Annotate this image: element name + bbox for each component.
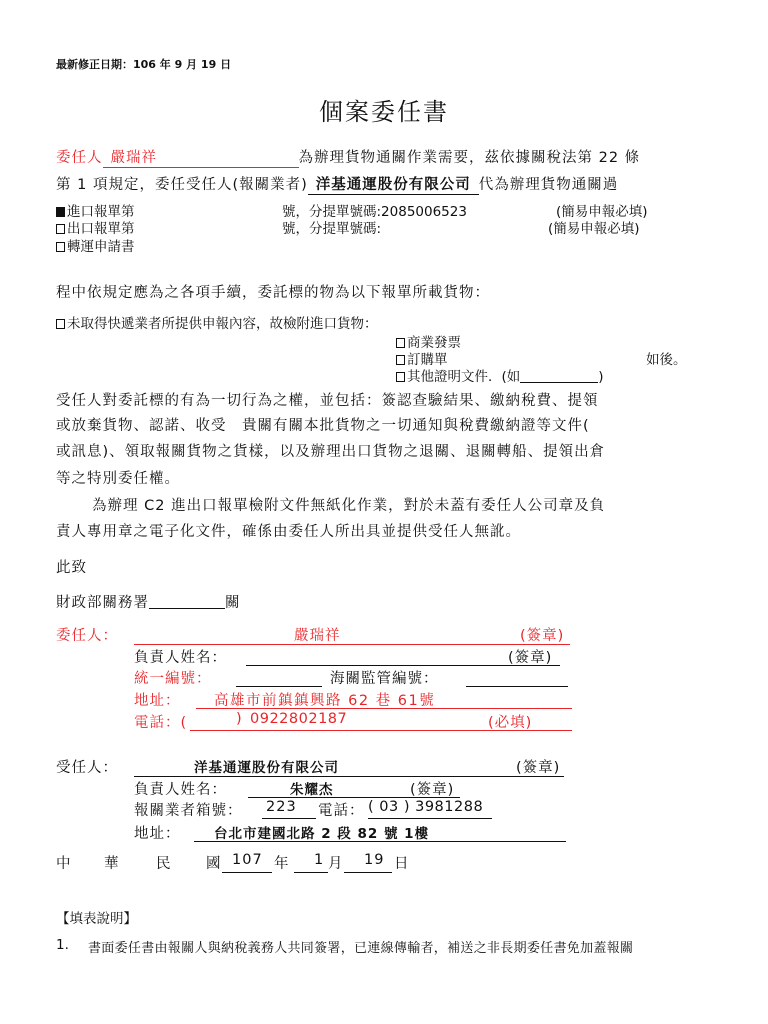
principal-block-name: 嚴瑞祥: [294, 628, 341, 644]
principal-address: 高雄市前鎮鎮興路 62 巷 61號: [214, 693, 436, 709]
notes-title: 【填表說明】: [56, 911, 137, 927]
principal-addr-label: 地址：: [134, 693, 181, 709]
agent-addr-label: 地址：: [134, 826, 181, 842]
authority-line-3: 或訊息)、領取報關貨物之貨樣，以及辦理出口貨物之退關、退關轉船、提領出倉: [56, 444, 606, 460]
invoice-checkbox[interactable]: [396, 338, 405, 348]
c2-line-2: 責人專用章之電子化文件，確係由委任人所出具並提供受任人無訛。: [56, 524, 521, 540]
principal-phone-required: (必填): [488, 715, 533, 731]
export-declaration: 出口報單第: [56, 217, 135, 237]
principal-rep-label: 負責人姓名：: [134, 650, 227, 666]
para1-text-b2: 代為辦理貨物通關過: [478, 177, 619, 193]
agent-box-label: 報關業者箱號：: [134, 803, 243, 819]
authority-line-4: 等之特別委任權。: [56, 471, 180, 487]
import-note: (簡易申報必填): [556, 204, 648, 220]
day-unit: 日: [394, 856, 410, 872]
uid-label: 統一編號：: [134, 671, 212, 687]
doc-order: 訂購單: [396, 348, 448, 368]
principal-signature-line[interactable]: [134, 624, 570, 645]
import-checkbox[interactable]: [56, 207, 65, 217]
agent-rep-name: 朱耀杰: [290, 782, 334, 798]
uid-field[interactable]: [236, 667, 322, 687]
para1-text-a: 為辦理貨物通關作業需要，茲依據關稅法第 22 條: [298, 150, 641, 166]
para1-line2: [56, 173, 618, 195]
date-char-1: 中: [56, 856, 72, 872]
date-char-3: 民: [156, 856, 172, 872]
revision-date: 最新修正日期：106 年 9 月 19 日: [56, 58, 232, 71]
note-1-text: 書面委任書由報關人與納稅義務人共同簽署，已連線傳輸者，補送之非長期委任書免加蓋報關: [88, 941, 634, 956]
customs-id-field[interactable]: [466, 667, 568, 687]
customs-id-label: 海關監管編號：: [330, 671, 439, 687]
month-value: 1: [314, 852, 325, 868]
export-note: (簡易申報必填): [548, 221, 640, 237]
agent-address: 台北市建國北路 2 段 82 號 1樓: [214, 826, 430, 842]
principal-phone: 0922802187: [250, 711, 348, 727]
month-unit: 月: [328, 856, 344, 872]
principal-phone-close: ): [236, 711, 243, 727]
year-value: 107: [232, 852, 263, 868]
goods-line: 程中依規定應為之各項手續，委託標的物為以下報單所載貨物：: [56, 285, 490, 301]
agent-rep-label: 負責人姓名：: [134, 782, 227, 798]
as-follows: 如後。: [646, 352, 687, 368]
agent-seal: (簽章): [516, 760, 561, 776]
doc-invoice: 商業發票: [396, 331, 461, 351]
export-checkbox[interactable]: [56, 224, 65, 234]
date-char-2: 華: [104, 856, 120, 872]
agent-rep-seal: (簽章): [410, 782, 455, 798]
export-bl-number: 號，分提單號碼:: [282, 221, 382, 237]
principal-seal: (簽章): [520, 628, 565, 644]
day-value: 19: [364, 852, 385, 868]
year-unit: 年: [274, 856, 290, 872]
principal-rep-seal: (簽章): [508, 650, 553, 666]
principal-block-label: 委任人：: [56, 628, 118, 644]
transit-application: 轉運申請書: [56, 235, 135, 255]
principal-name: 嚴瑞祥: [103, 146, 299, 168]
import-bl-number: 號，分提單號碼:2085006523: [282, 204, 467, 220]
agent-block-name: 洋基通運股份有限公司: [194, 760, 339, 776]
para1-line1: [56, 146, 640, 168]
note-1-number: 1.: [56, 937, 69, 953]
date-char-4: 國: [206, 856, 222, 872]
customs-branch-blank[interactable]: [149, 592, 225, 609]
principal-label: 委任人: [56, 150, 103, 166]
agent-phone: ( 03 ) 3981288: [368, 799, 484, 815]
salutation: 此致: [56, 560, 87, 576]
agent-phone-label: 電話：: [318, 803, 365, 819]
agent-block-label: 受任人：: [56, 760, 118, 776]
authority-line-1: 受任人對委託標的有為一切行為之權，並包括：簽認查驗結果、繳納稅費、提領: [56, 393, 599, 409]
principal-phone-label: 電話：(: [134, 715, 188, 731]
authority-line-2: 或放棄貨物、認諾、收受 貴關有關本批貨物之一切通知與稅費繳納證等文件(: [56, 418, 590, 434]
doc-other: 其他證明文件．(如 ): [396, 365, 604, 385]
other-doc-blank[interactable]: [520, 368, 598, 383]
other-checkbox[interactable]: [396, 372, 405, 382]
para1-text-b1: 第 1 項規定，委任受任人(報關業者): [56, 177, 308, 193]
order-checkbox[interactable]: [396, 355, 405, 365]
express-checkbox[interactable]: [56, 319, 65, 329]
agent-company: 洋基通運股份有限公司: [308, 173, 479, 195]
express-line: 未取得快遞業者所提供申報內容，故檢附進口貨物：: [56, 312, 378, 332]
page-title: 個案委任書: [319, 98, 449, 126]
transit-checkbox[interactable]: [56, 242, 65, 252]
customs-office: 財政部關務署 關: [56, 591, 241, 612]
agent-box-number: 223: [266, 799, 297, 815]
c2-line-1: 為辦理 C2 進出口報單檢附文件無紙化作業，對於未蓋有委任人公司章及負: [92, 498, 606, 514]
import-declaration: 進口報單第: [56, 200, 135, 220]
